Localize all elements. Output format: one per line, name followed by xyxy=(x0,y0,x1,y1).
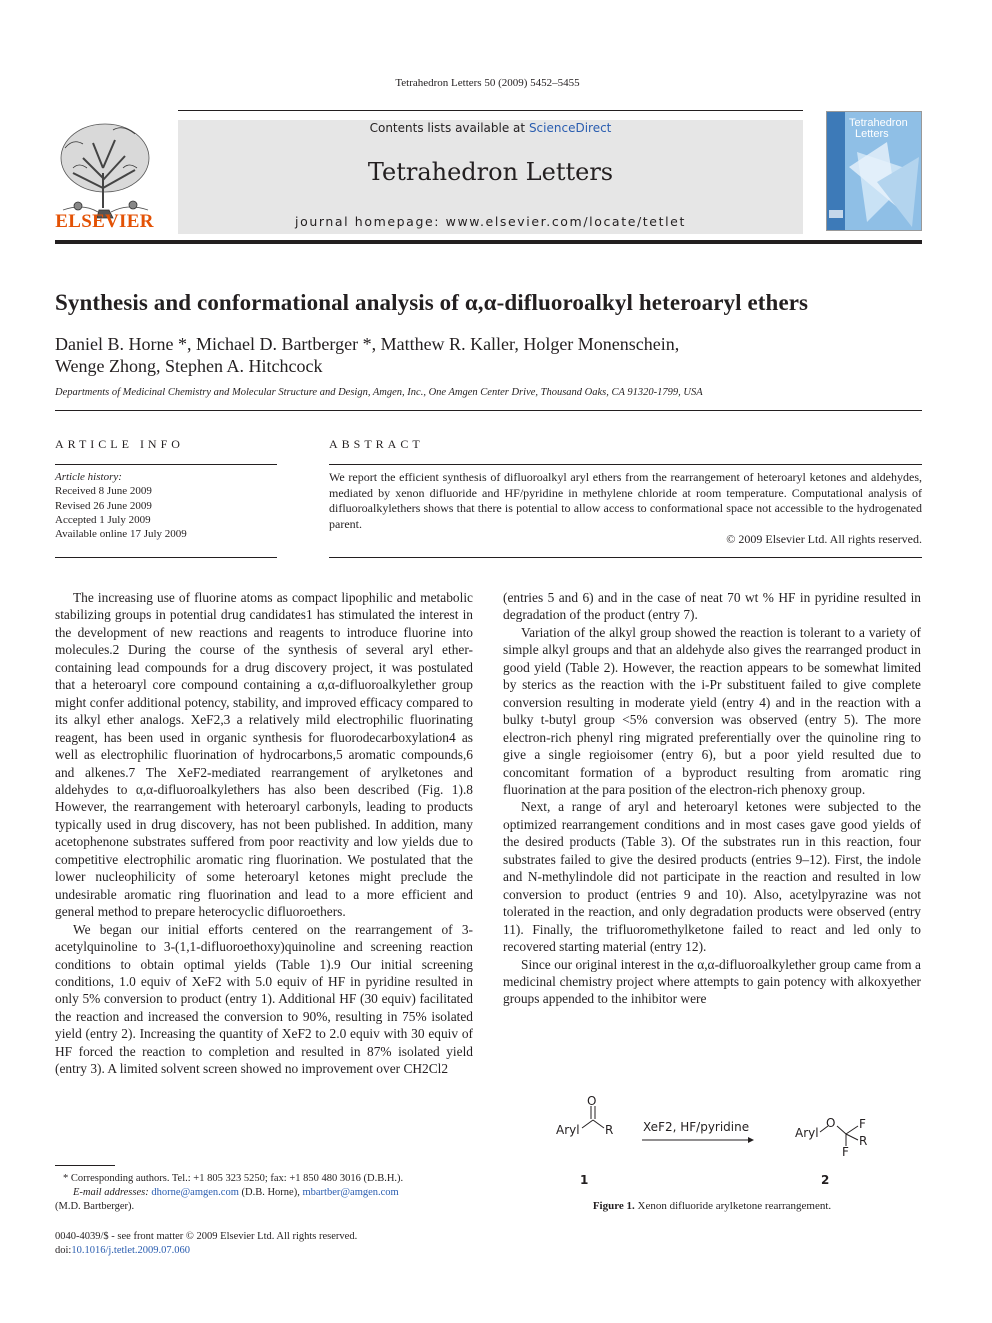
r-label-product: R xyxy=(859,1134,868,1148)
figure-caption-text: Xenon difluoride arylketone rearrangement. xyxy=(637,1200,832,1212)
figure-1-scheme xyxy=(550,1090,890,1200)
r-label: R xyxy=(605,1123,614,1137)
sciencedirect-link[interactable]: ScienceDirect xyxy=(528,121,612,135)
reagents-label: XeF2, HF/pyridine xyxy=(643,1120,750,1134)
affiliation-rule xyxy=(55,410,922,411)
abstract-heading: ABSTRACT xyxy=(329,437,424,451)
footnote-corresponding: * Corresponding authors. Tel.: +1 805 323 5250; fax: +1 850 480 3016 (D.B.H.). xyxy=(63,1173,404,1184)
author-list xyxy=(55,333,922,377)
contents-line xyxy=(178,121,803,135)
body-column-right xyxy=(503,589,921,1008)
body-paragraph: We began our initial efforts centered on the rearrangement of 3-acetylquinoline to 3-(1,1-difluoroethoxy)quinoline and screening reaction conditions to obtain optimal yields (Table 1).9 Our initial screening conditions, 1.0 equiv of XeF2 with 5.0 equiv of HF in pyridine resulted in only 5% conversion to product (entry 1). Additional HF (30 equiv) facilitated the reaction and increased the conversion to 90%, resulting in 75% isolated yield (entry 2). Increasing the quantity of XeF2 to 2.0 equiv with 30 equiv of HF forced the reaction to completion and resulted in 87% isolated yield (entry 3). A limited solvent screen showed no improvement over CH2Cl2 xyxy=(55,921,473,1077)
email-owner: (M.D. Bartberger). xyxy=(55,1201,135,1212)
journal-name: Tetrahedron Letters xyxy=(367,158,614,186)
body-paragraph: (entries 5 and 6) and in the case of neat 70 wt % HF in pyridine resulted in degradation of the product (entry 7). xyxy=(503,590,921,623)
header-bottom-rule xyxy=(55,240,922,244)
footnote-rule xyxy=(55,1165,115,1166)
contents-prefix: Contents lists available at xyxy=(369,121,529,135)
journal-homepage[interactable]: journal homepage: www.elsevier.com/locate/tetlet xyxy=(295,214,686,229)
compound-number-2: 2 xyxy=(821,1173,830,1187)
abstract-bottom-rule xyxy=(329,557,922,558)
article-info-heading: ARTICLE INFO xyxy=(55,437,184,451)
history-revised: Revised 26 June 2009 xyxy=(55,499,152,512)
history-received: Received 8 June 2009 xyxy=(55,485,152,498)
body-paragraph: The increasing use of fluorine atoms as compact lipophilic and metabolic stabilizing groups in potential drug candidates1 has stimulated the interest in the development of new reactions and reagents to introduce fluorine into molecules.2 During the course of the synthesis of several aryl ether-containing lead compounds for a drug discovery project, it was postulated that a heteroaryl core compound containing a α,α-difluoroalkylether group might confer additional potency, stability, and improved efficacy compared to its alkyl ether analogs. XeF2,3 a relatively mild electrophilic fluorinating reagent, has been used in organic synthesis for fluorodecarboxylation4 as well as electrophilic fluorination of hydrocarbons,5 aromatic compounds,6 and alkenes.7 The XeF2-mediated rearrangement of arylketones and aldehydes to α,α-difluoroalkylethers has also been described (Fig. 1).8 However, the rearrangement with heteroaryl carbonyls, leading to products typically used in drug discovery, has not been published. In addition, many acetophenone substrates suffered from poor reactivity and low yields due to competitive electrophilic aromatic ring fluorination. We postulated that the lower nucleophilicity of some heteroaryl ketones might preclude the undesirable aromatic ring fluorination and lead to a more efficient and general method to prepare heterocyclic difluoroethers. xyxy=(55,590,473,920)
article-info-bottom-rule xyxy=(55,557,277,558)
compound-number-1: 1 xyxy=(580,1173,589,1187)
body-paragraph: Next, a range of aryl and heteroaryl ketones were subjected to the optimized rearrangement conditions and in most cases gave good yields of the desired products (Table 3). Of the substrates run in this reaction, four substrates failed to give the desired products (entries 9–12). First, the indole and N-methylindole did not participate in the reaction and resulted in low conversion to product (entries 9 and 10). Also, acetylpyrazine was not tolerated in the reaction, and only degradation products were observed (entry 11). Finally, the trifluoromethylketone failed to react and led only to recovered starting material (entry 12). xyxy=(503,799,921,955)
email-label: E-mail addresses: xyxy=(73,1187,149,1198)
aryl-label-product: Aryl xyxy=(795,1126,819,1140)
cover-title-line1: Tetrahedron xyxy=(849,117,908,129)
corresponding-author-footnote xyxy=(55,1172,473,1214)
aryl-label: Aryl xyxy=(556,1123,580,1137)
cover-title-line2: Letters xyxy=(855,128,889,140)
article-history xyxy=(55,470,277,541)
fluorine-label-2: F xyxy=(842,1145,849,1159)
body-column-left xyxy=(55,589,473,1078)
oxygen-label: O xyxy=(587,1094,597,1108)
header-top-rule xyxy=(178,110,803,111)
history-accepted: Accepted 1 July 2009 xyxy=(55,513,151,526)
email-link-bartberger[interactable]: mbartber@amgen.com xyxy=(302,1187,399,1198)
abstract-rule xyxy=(329,464,922,465)
journal-reference: Tetrahedron Letters 50 (2009) 5452–5455 xyxy=(395,77,580,89)
article-title: Synthesis and conformational analysis of α,α-difluoroalkyl heteroaryl ethers xyxy=(55,290,809,315)
oxygen-label-product: O xyxy=(826,1116,836,1130)
fluorine-label-1: F xyxy=(859,1117,866,1131)
article-info-rule xyxy=(55,464,277,465)
doi-prefix: doi: xyxy=(55,1245,72,1256)
authors-line-2: Wenge Zhong, Stephen A. Hitchcock xyxy=(55,356,323,376)
figure-1-caption xyxy=(503,1200,921,1212)
cover-title xyxy=(849,118,921,140)
figure-caption-label: Figure 1. xyxy=(592,1200,635,1212)
doi-link[interactable]: 10.1016/j.tetlet.2009.07.060 xyxy=(71,1245,191,1256)
abstract-copyright: © 2009 Elsevier Ltd. All rights reserved. xyxy=(726,532,922,546)
email-owner: (D.B. Horne), xyxy=(241,1187,300,1198)
abstract-text: We report the efficient synthesis of difluoroalkyl aryl ethers from the rearrangement of heteroaryl ketones and aldehydes, mediated by xenon difluoride and HF/pyridine in methylene chloride at room temperature. Computational analysis of difluoroalkylethers shows that there is potential to allow access to conformational space not accessible to the hydrogenated parent. xyxy=(329,470,922,531)
footnote-emails xyxy=(55,1186,473,1200)
author-affiliation: Departments of Medicinal Chemistry and Molecular Structure and Design, Amgen, Inc., One Amgen Center Drive, Thousand Oaks, CA 91320-1799, USA xyxy=(55,387,703,398)
history-title: Article history: xyxy=(55,471,122,483)
history-online: Available online 17 July 2009 xyxy=(55,528,187,541)
issn-text: 0040-4039/$ - see front matter © 2009 Elsevier Ltd. All rights reserved. xyxy=(55,1231,358,1242)
authors-line-1: Daniel B. Horne *, Michael D. Bartberger *, Matthew R. Kaller, Holger Monenschein, xyxy=(55,334,680,354)
email-link-horne[interactable]: dhorne@amgen.com xyxy=(151,1187,239,1198)
elsevier-wordmark: ELSEVIER xyxy=(55,211,154,232)
issn-line xyxy=(55,1230,473,1258)
body-paragraph: Variation of the alkyl group showed the reaction is tolerant to a variety of simple alkyl groups and that an aldehyde also gives the rearranged product in good yield (Table 2). However, the reaction appears to be somewhat limited by sterics as the reaction with the i-Pr substituent failed to give complete conversion resulting in moderate yield (entry 4) and in the reaction with a bulky t-butyl group <5% conversion was observed (entry 5). The more electron-rich phenyl ring migrated preferentially over the quinoline ring to give a single regioisomer (entry 6), but a poor yield resulted due to concomitant formation of a byproduct resulting from aromatic ring fluorination at the para position of the electron-rich phenoxy group. xyxy=(503,624,921,797)
body-paragraph: Since our original interest in the α,α-difluoroalkylether group came from a medicinal chemistry project where attempts to gain potency with alkoxyether groups appended to the inhibitor were xyxy=(503,956,921,1007)
journal-cover-image[interactable] xyxy=(826,111,922,231)
doi-line xyxy=(55,1244,473,1258)
